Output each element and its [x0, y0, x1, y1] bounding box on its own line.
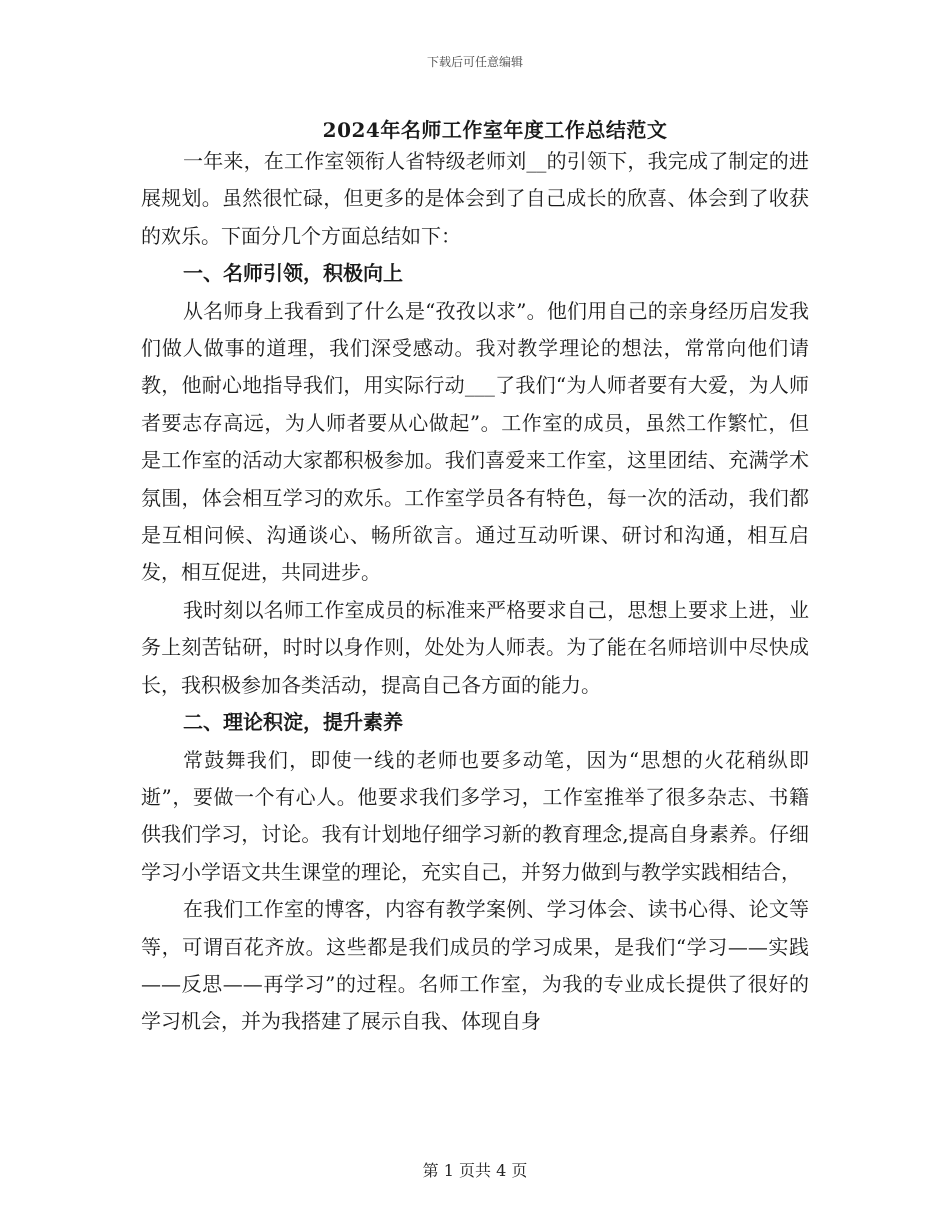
- section2-paragraph-1: 常鼓舞我们，即使一线的老师也要多动笔，因为“思想的火花稍纵即逝”，要做一个有心人。他要求我们多学习，工作室推举了很多杂志、书籍供我们学习，讨论。我有计划地仔细学习新的教育理念,提高自身素养。仔细学习小学语文共生课堂的理论，充实自己，并努力做到与教学实践相结合，: [141, 747, 809, 884]
- section1-paragraph-2: 我时刻以名师工作室成员的标准来严格要求自己，思想上要求上进，业务上刻苦钻研，时时以身作则，处处为人师表。为了能在名师培训中尽快成长，我积极参加各类活动，提高自己各方面的能力。: [141, 597, 809, 697]
- section1-paragraph-1: 从名师身上我看到了什么是“孜孜以求”。他们用自己的亲身经历启发我们做人做事的道理，我们深受感动。我对教学理论的想法，常常向他们请教，他耐心地指导我们，用实际行动___了我们“为人师者要有大爱，为人师者要志存高远，为人师者要从心做起”。工作室的成员，虽然工作繁忙，但是工作室的活动大家都积极参加。我们喜爱来工作室，这里团结、充满学术氛围，体会相互学习的欢乐。工作室学员各有特色，每一次的活动，我们都是互相问候、沟通谈心、畅所欲言。通过互动听课、研讨和沟通，相互启发，相互促进，共同进步。: [141, 298, 809, 585]
- document-body: [141, 143, 809, 1041]
- section2-paragraph-2: 在我们工作室的博客，内容有教学案例、学习体会、读书心得、论文等等，可谓百花齐放。这些都是我们成员的学习成果，是我们“学习——实践——反思——再学习”的过程。名师工作室，为我的专业成长提供了很好的学习机会，并为我搭建了展示自我、体现自身: [141, 897, 809, 1034]
- page-header-note: 下载后可任意编辑: [426, 55, 523, 69]
- intro-paragraph: 一年来，在工作室领衔人省特级老师刘__的引领下，我完成了制定的进展规划。虽然很忙碌，但更多的是体会到了自己成长的欣喜、体会到了收获的欢乐。下面分几个方面总结如下：: [141, 149, 809, 248]
- page-number: 第 1 页共 4 页: [422, 1161, 528, 1180]
- section-heading-2: 二、理论积淀，提升素养: [183, 710, 403, 735]
- document-title: 2024年名师工作室年度工作总结范文: [322, 118, 668, 142]
- section-heading-1: 一、名师引领，积极向上: [183, 261, 403, 286]
